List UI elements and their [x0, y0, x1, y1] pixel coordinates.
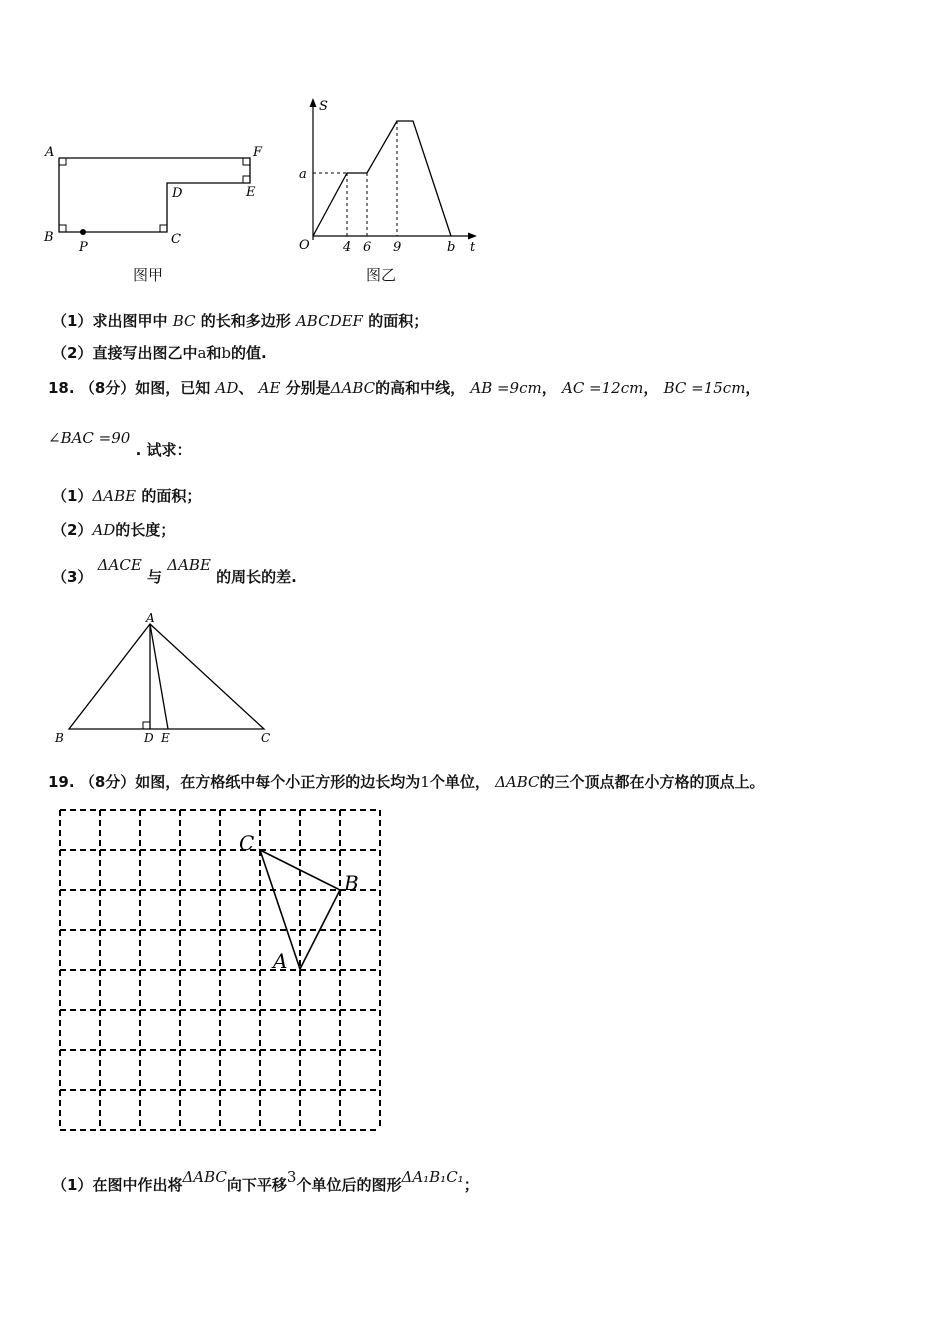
label-b: B: [344, 871, 359, 895]
tick-9: 9: [393, 240, 402, 255]
label-c: C: [261, 731, 271, 745]
label-a-tick: a: [299, 167, 307, 182]
label-d: D: [172, 186, 183, 201]
tick-6: 6: [363, 240, 372, 255]
x-arrow: [468, 233, 477, 240]
point-p: [80, 229, 86, 235]
q18-stem-2: ∠BAC =90 . 试求：: [48, 429, 192, 459]
q19-grid-figure: [50, 800, 395, 1135]
caption-jia: 图甲: [133, 266, 164, 284]
tick-4: 4: [343, 240, 352, 255]
right-angle-a: [59, 158, 66, 165]
triangle-abc: [69, 624, 264, 729]
right-angle-c: [160, 225, 167, 232]
right-angle-b: [59, 225, 66, 232]
right-angle-e: [243, 176, 250, 183]
label-t: t: [470, 240, 476, 255]
figure-jia: [40, 140, 280, 255]
figure-yi: [290, 92, 490, 257]
label-e: E: [246, 185, 256, 200]
label-b: B: [44, 230, 54, 245]
q18-triangle-figure: [45, 605, 285, 750]
label-e: E: [161, 731, 170, 745]
label-c: C: [171, 232, 181, 247]
right-angle-f: [243, 158, 250, 165]
label-p: P: [79, 240, 88, 255]
label-d: D: [144, 731, 154, 745]
q19-part1: （1）在图中作出将ΔABC向下平移3个单位后的图形ΔA₁B₁C₁；: [52, 1168, 479, 1194]
label-a: A: [273, 949, 288, 973]
label-s: S: [319, 99, 328, 114]
q18-part3: （3） ΔACE 与 ΔABE 的周长的差.: [52, 556, 297, 586]
q19-stem: 19. （8分）如图，在方格纸中每个小正方形的边长均为1个单位， ΔABC的三个顶点都在小方格的顶点上。: [48, 773, 765, 791]
q18-part1: （1）ΔABE 的面积；: [52, 487, 202, 505]
graph-line: [313, 121, 451, 236]
polygon-abcdef: [59, 158, 250, 232]
label-a: A: [45, 145, 55, 160]
label-f: F: [253, 145, 263, 160]
label-b: B: [55, 731, 64, 745]
median-ae: [150, 624, 168, 729]
q17-part1: （1）求出图甲中 BC 的长和多边形 ABCDEF 的面积；: [52, 312, 429, 330]
y-arrow: [310, 98, 317, 107]
q18-stem: 18. （8分）如图，已知 AD、 AE 分别是ΔABC的高和中线， AB =9cm， AC =12cm， BC =15cm，: [48, 379, 761, 397]
tick-b: b: [447, 240, 456, 255]
q17-part2: （2）直接写出图乙中a和b的值.: [52, 344, 267, 362]
right-angle-d: [143, 722, 150, 729]
dashed-grid: [60, 810, 380, 1130]
q18-part2: （2）AD的长度；: [52, 521, 176, 539]
label-a: A: [146, 611, 155, 625]
label-c: C: [239, 831, 255, 855]
label-o: O: [299, 238, 310, 253]
caption-yi: 图乙: [366, 266, 397, 284]
